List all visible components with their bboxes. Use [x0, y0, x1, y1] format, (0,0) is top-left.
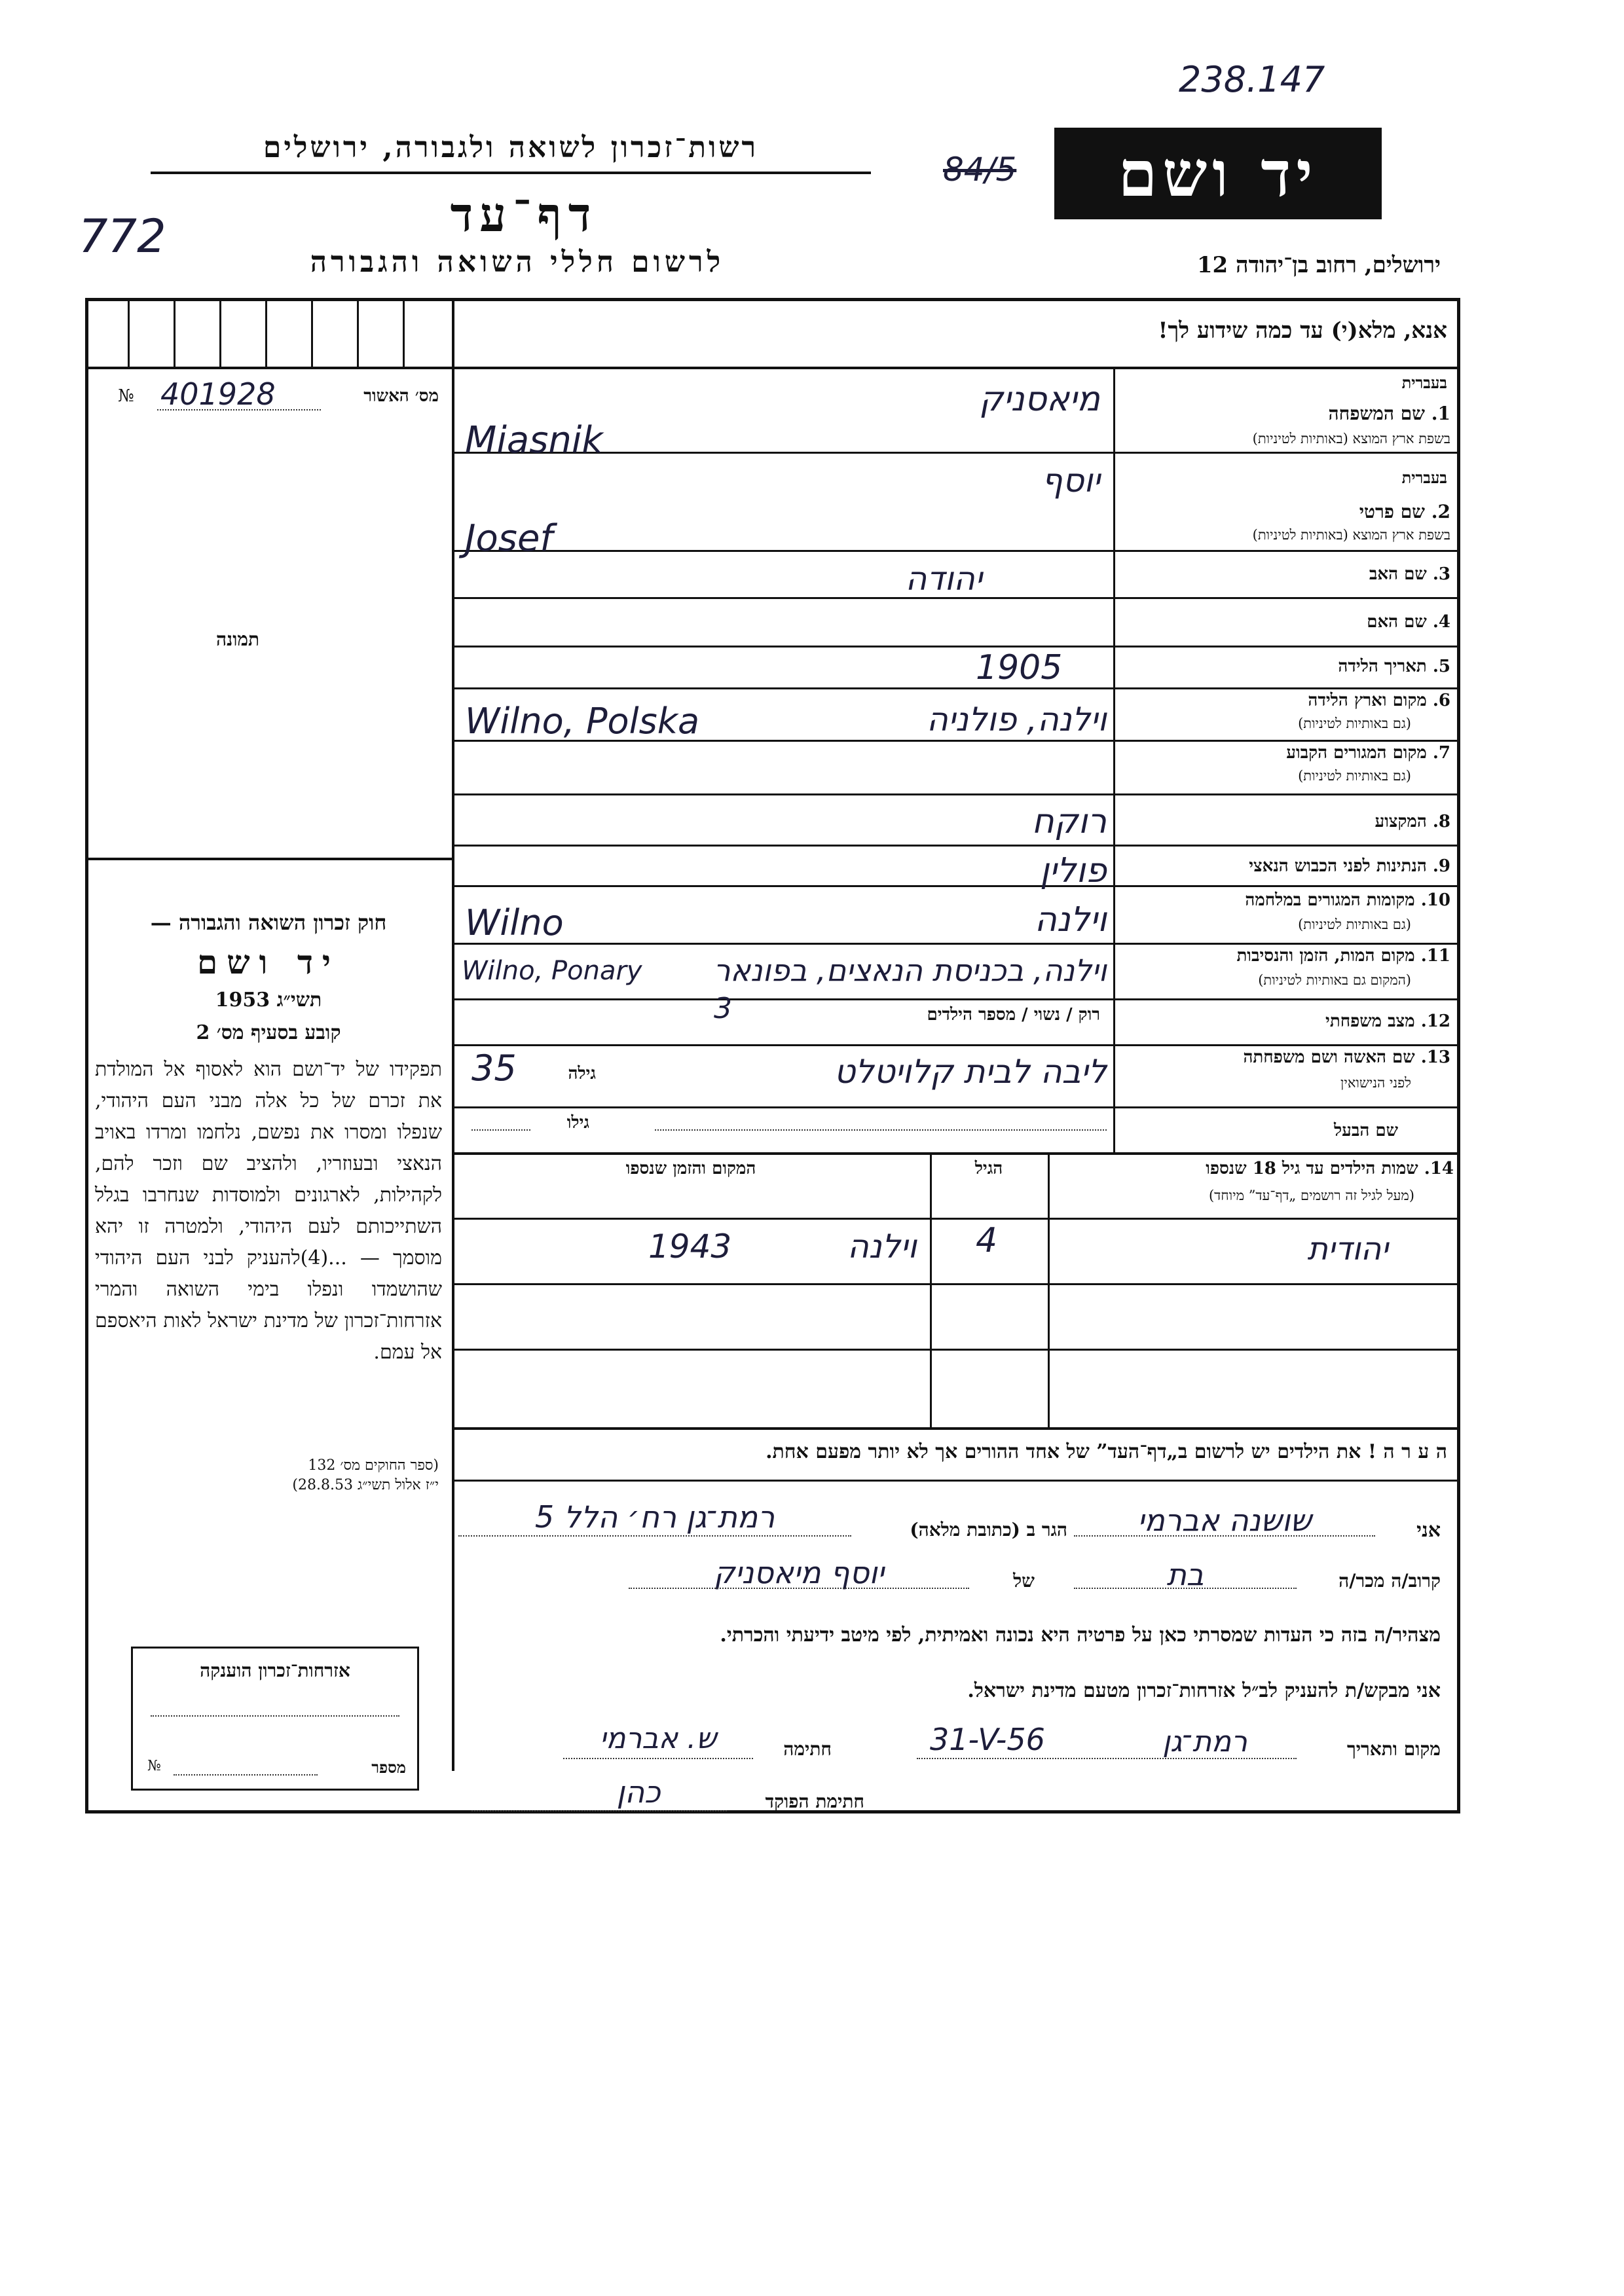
field-first-name: [1116, 468, 1450, 547]
field-8-num: 8.: [1432, 812, 1450, 831]
field-12-label: מצב משפחתי: [1325, 1011, 1415, 1031]
field-13-sub: לפני הנישואין: [1340, 1075, 1411, 1091]
field-10-value-hebrew[interactable]: וילנה: [1034, 900, 1107, 939]
field-14-label: [1054, 1159, 1454, 1178]
handwritten-left-number: 772: [79, 210, 166, 263]
field-10-sub: (גם באותיות לטיניות): [1298, 917, 1411, 932]
address: ירושלים, רחוב בן־יהודה 12: [1196, 252, 1441, 278]
photo-label: תמונה: [216, 629, 260, 650]
law-text: תפקידו של יד־ושם הוא לאסוף אל המולדת את זכרם של כל אלה מבני העם היהודי, שנפלו ומסרו את נפשם, נלחמו ומרדו באויב הנאצי ובעוזריו, ולהציב שם וזכר להם, לקהילות, לארגונים ולמוסדות שנחרבו בגלל השתייכותם לעם היהודי, ולמטרה זו יהא מוסמך — ...(4)להעניק לבני העם היהודי שהושמדו ונפלו בימי השואה והמרי אזרחות־זכרון של מדינת ישראל לאות היאספם אל עמם.: [95, 1058, 443, 1364]
field-2-num: 2.: [1431, 501, 1450, 522]
field-7-num: 7.: [1432, 743, 1450, 763]
field-husband-name: שם הבעל: [1333, 1121, 1398, 1140]
field-1-value-latin[interactable]: Miasnik: [465, 419, 603, 462]
field-death-place: [1116, 946, 1450, 998]
children-col-place: המקום והזמן שנספו: [625, 1159, 756, 1178]
field-12-children-count[interactable]: 3: [714, 992, 732, 1025]
field-8-value[interactable]: רוקח: [1031, 802, 1107, 841]
decl-relative-label: קרוב/ה מכר/ה: [1338, 1570, 1441, 1592]
law-year: תשי״ג 1953: [215, 989, 322, 1011]
field-7-label: [1123, 743, 1450, 763]
field-14-sub: (מעל לגיל זה רושמים „דף־עד” מיוחד): [1208, 1188, 1414, 1203]
field-11-label: [1123, 946, 1450, 966]
field-9-num: 9.: [1432, 856, 1450, 876]
decl-place[interactable]: רמת־גן: [1162, 1725, 1247, 1758]
field-7-name: מקום המגורים הקבוע: [1286, 743, 1427, 763]
decl-of-label: של: [1013, 1570, 1035, 1592]
field-2-value-latin[interactable]: Josef: [465, 517, 553, 560]
decl-official-label: חתימת הפוקד: [765, 1791, 864, 1812]
field-13-value[interactable]: ליבה לבית קלויטלט: [834, 1053, 1107, 1091]
field-13-age-label: גילה: [568, 1064, 596, 1084]
field-6-value-hebrew[interactable]: וילנה, פולניה: [927, 701, 1107, 738]
husband-age-label: גילו: [566, 1113, 589, 1133]
form-subtitle: לרשום חללי השואה והגבורה: [310, 246, 725, 279]
field-1-label: [1123, 403, 1450, 425]
decl-address[interactable]: רמת־גן רח׳ הלל 5: [534, 1499, 775, 1535]
logo-text: יד ושם: [1118, 136, 1318, 211]
field-marital-status: [1116, 1011, 1450, 1031]
field-14-num: 14.: [1424, 1159, 1454, 1178]
field-11-num: 11.: [1420, 946, 1450, 966]
field-1-value-hebrew[interactable]: מיאסניק: [979, 380, 1100, 419]
field-13-age-value[interactable]: 35: [471, 1048, 517, 1089]
field-10-label: [1123, 890, 1450, 910]
field-3-num: 3.: [1432, 564, 1450, 584]
decl-signature-label: חתימה: [783, 1738, 832, 1760]
decl-official-signature[interactable]: כהן: [616, 1774, 661, 1810]
field-3-value[interactable]: יהודה: [905, 560, 982, 598]
decl-signature[interactable]: ש. אברמי: [599, 1722, 717, 1755]
field-11-name: מקום המות, הזמן והנסיבות: [1236, 946, 1415, 966]
yad-vashem-logo: [1054, 128, 1382, 219]
field-12-options: רוק / נשוי / מספר הילדים: [927, 1005, 1100, 1025]
decl-date[interactable]: 31-V-56: [930, 1722, 1045, 1757]
field-permanent-residence: [1116, 743, 1450, 792]
note: ה ע ר ה ! את הילדים יש לרשום ב„דף־העד” של אחד ההורים אך לא יותר מפעם אחת.: [766, 1440, 1447, 1463]
field-10-num: 10.: [1420, 890, 1450, 910]
field-children: [1051, 1159, 1454, 1214]
child-1-age[interactable]: 4: [976, 1221, 998, 1260]
form-title: דף־עד: [450, 187, 598, 242]
field-14-name: שמות הילדים עד גיל 18 שנספו: [1206, 1159, 1418, 1178]
field-13-name: שם האשה ושם משפחתה: [1243, 1048, 1415, 1067]
field-5-label: תאריך הלידה: [1338, 657, 1427, 676]
field-5-num: 5.: [1432, 657, 1450, 676]
field-wartime-residence: [1116, 890, 1450, 943]
children-col-age: הגיל: [974, 1159, 1003, 1178]
field-1-name: שם המשפחה: [1328, 403, 1426, 424]
approval-number: 401928: [160, 376, 276, 412]
field-11-value-latin[interactable]: Wilno, Ponary: [462, 956, 642, 986]
institution-line: רשות־זכרון לשואה ולגבורה, ירושלים: [263, 131, 759, 164]
decl-of-value[interactable]: יוסף מיאסניק: [713, 1555, 885, 1590]
field-1-sub: בשפת ארץ המוצא (באותיות לטיניות): [1252, 431, 1450, 446]
law-clause: קובע בסעיף מס׳ 2: [196, 1021, 341, 1044]
decl-i-label: אני: [1416, 1519, 1441, 1542]
field-13-num: 13.: [1420, 1048, 1450, 1067]
field-6-value-latin[interactable]: Wilno, Polska: [465, 701, 700, 742]
top-number-boxes: [88, 301, 452, 367]
law-source-date: י״ז אלול תשי״ג 28.8.53): [292, 1477, 439, 1493]
field-1-num: 1.: [1431, 403, 1450, 424]
law-source: (ספר החוקים מס׳ 132: [308, 1457, 439, 1474]
approval-label: מס׳ האשור: [363, 386, 439, 406]
field-1-hebrew-label: בעברית: [1401, 373, 1447, 392]
field-6-sub: (גם באותיות לטיניות): [1298, 716, 1411, 731]
field-6-num: 6.: [1432, 691, 1450, 710]
decl-statement: מצהיר/ה בזה כי העדות שמסרתי כאן על פרטיה היא נכונה ואמיתית, לפי מיטב ידיעתי והכרתי.: [720, 1624, 1441, 1647]
decl-relation[interactable]: בת: [1166, 1557, 1204, 1592]
field-9-value[interactable]: פולין: [1040, 851, 1107, 890]
child-1-place[interactable]: וילנה: [847, 1228, 917, 1266]
field-2-label: [1123, 501, 1450, 523]
field-family-name: [1116, 373, 1450, 452]
field-7-sub: (גם באותיות לטיניות): [1298, 768, 1411, 784]
field-3-label: שם האב: [1369, 564, 1427, 584]
field-4-num: 4.: [1432, 612, 1450, 632]
decl-name[interactable]: שושנה אברמי: [1137, 1503, 1312, 1538]
field-11-sub: (המקום גם באותיות לטיניות): [1258, 972, 1411, 988]
field-4-label: שם האם: [1367, 612, 1427, 632]
field-mother-name: [1116, 612, 1450, 632]
instruction: אנא, מלא(י) עד כמה שידוע לך!: [1158, 318, 1447, 344]
sidebar-divider: [452, 298, 454, 1771]
field-2-value-hebrew[interactable]: יוסף: [1041, 462, 1100, 500]
field-wife-name: [1116, 1048, 1450, 1103]
field-6-name: מקום וארץ הלידה: [1308, 691, 1427, 710]
field-9-label: הנתינות לפני הכבוש הנאצי: [1249, 856, 1427, 876]
citizenship-title: אזרחות־זכרון הוענקה: [200, 1660, 350, 1681]
field-11-value-hebrew[interactable]: וילנה, בכניסת הנאצים, בפונאר: [713, 953, 1107, 988]
decl-place-date-label: מקום ותאריך: [1346, 1738, 1441, 1760]
field-6-label: [1123, 691, 1450, 710]
child-1-name[interactable]: יהודית: [1307, 1231, 1388, 1267]
field-13-label: [1123, 1048, 1450, 1067]
approval-no-label: №: [118, 386, 134, 406]
handwritten-top-number: 238.147: [1179, 59, 1325, 100]
field-birth-place: [1116, 691, 1450, 740]
law-title: חוק זכרון השואה והגבורה —: [150, 910, 387, 935]
label-column-divider: [1113, 367, 1115, 1152]
citizenship-number-label: מספר: [371, 1758, 406, 1777]
field-10-name: מקומות המגורים במלחמה: [1245, 890, 1415, 910]
decl-residing-label: הגר ב (כתובת מלאה): [910, 1519, 1067, 1540]
field-5-value[interactable]: 1905: [976, 648, 1063, 687]
field-8-label: המקצוע: [1375, 812, 1427, 831]
field-profession: [1116, 812, 1450, 831]
field-2-sub: בשפת ארץ המוצא (באותיות לטיניות): [1252, 527, 1450, 543]
child-1-year[interactable]: 1943: [648, 1228, 732, 1266]
decl-request: אני מבקש/ת להעניק לב״ל אזרחות־זכרון מטעם מדינת ישראל.: [967, 1679, 1441, 1702]
citizenship-no-label: №: [147, 1758, 161, 1774]
field-2-hebrew-label: בעברית: [1401, 468, 1447, 487]
field-father-name: [1116, 564, 1450, 584]
institution-underline: [151, 172, 871, 174]
field-10-value-latin[interactable]: Wilno: [465, 902, 564, 943]
field-2-name: שם פרטי: [1359, 501, 1426, 522]
field-citizenship: [1116, 856, 1450, 876]
law-logo: יד ושם: [197, 943, 340, 981]
field-12-num: 12.: [1420, 1011, 1450, 1031]
handwritten-logo-mark: 84/5: [943, 151, 1017, 189]
field-birth-date: [1116, 657, 1450, 676]
